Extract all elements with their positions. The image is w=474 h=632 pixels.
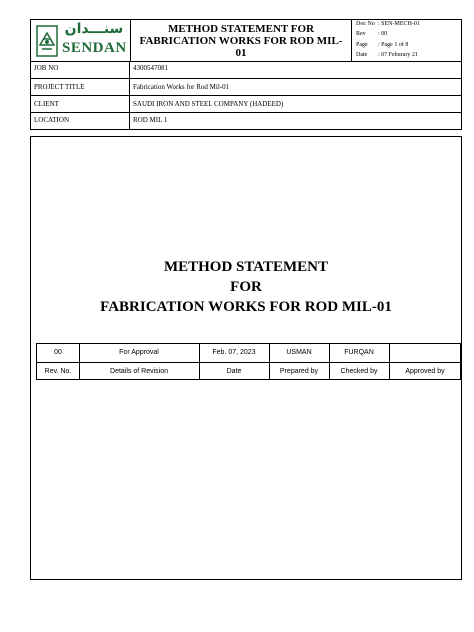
info-row [31,79,461,96]
info-label-project-title: PROJECT TITLE [34,83,85,91]
info-value-project-title: Fabrication Works for Rod Mil-01 [133,83,230,91]
info-value-client: SAUDI IRON AND STEEL COMPANY (HADEED) [133,100,284,108]
page-value: : Page 1 of 8 [378,42,409,48]
main-title-line: FABRICATION WORKS FOR ROD MIL-01 [100,299,392,315]
doc-no-label: Doc No [356,21,375,27]
info-value-location: ROD MIL 1 [133,116,168,124]
info-row [31,113,461,129]
info-label-client: CLIENT [34,100,59,108]
doc-info-block [353,20,461,61]
revision-checked-by: FURQAN [344,349,374,356]
revision-details: For Approval [119,349,159,356]
info-row [31,96,461,113]
revision-col-divider [269,344,270,379]
header-title-cell [130,19,352,62]
header-title-line: METHOD STATEMENT FOR [167,23,315,35]
revision-rev-no: 00 [54,349,62,356]
revision-col-divider [389,344,390,379]
company-logo [32,21,128,60]
header-title-line: FABRICATION WORKS FOR ROD MIL- [139,35,343,47]
info-row [31,62,461,79]
info-divider [129,96,130,113]
revision-date: Feb. 07, 2023 [212,349,256,356]
info-divider [129,79,130,96]
doc-no-value: : SEN-MECH-01 [378,21,420,27]
header-title-line: 01 [235,47,247,59]
info-label-job-no: JOB NO [34,64,59,72]
project-info-table [30,62,462,130]
revision-approved-by [389,344,461,362]
info-divider [129,62,130,79]
logo-arabic-text: سنـــدان [64,21,124,37]
revision-col-divider [329,344,330,379]
main-title [30,257,462,317]
revision-header-approved-by: Approved by [405,368,445,375]
info-label-location: LOCATION [34,116,69,124]
revision-header-date: Date [226,368,242,375]
main-title-line: FOR [230,279,262,295]
page-label: Page [356,42,368,48]
rev-label: Rev [356,31,366,37]
rev-value: : 00 [378,31,388,37]
info-divider [129,113,130,129]
revision-header-details: Details of Revision [110,368,168,375]
revision-header-rev-no: Rev. No. [44,368,72,375]
revision-col-divider [79,344,80,379]
date-value: : 07 Feburary 21 [378,52,418,58]
revision-header-prepared-by: Prepared by [279,368,319,375]
revision-col-divider [199,344,200,379]
date-label: Date [356,52,368,58]
info-value-job-no: 4300547081 [133,64,168,72]
revision-prepared-by: USMAN [286,349,312,356]
revision-table [36,343,461,380]
main-title-line: METHOD STATEMENT [163,259,329,275]
header-title [131,19,351,59]
logo-latin-text: SENDAN [62,40,127,56]
revision-header-checked-by: Checked by [340,368,378,375]
sendan-logo-icon [36,25,58,57]
